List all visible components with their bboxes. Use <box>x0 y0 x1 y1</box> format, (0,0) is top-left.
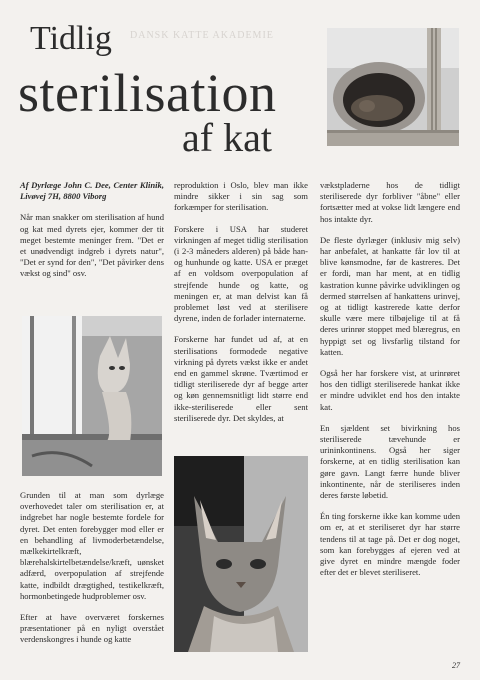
column-2 <box>174 180 308 434</box>
paragraph: De fleste dyrlæger (inklusiv mig selv) har anbefalet, at hankatte får lov til at blive kønsmodne, før de kastreres. Det er fordi, man har ment, at en tidlig kastration kunne påvirke udviklingen og dermed størrelsen af hankattens urinvej, og at tidligt kastrerede katte derfor skulle være mere tilbøjelige til at få deres urinrør stoppet med blæregrus, en hyppigt set og livsfarlig tilstand for katten. <box>320 234 460 357</box>
column-1-bottom <box>20 490 164 656</box>
show-through-text: DANSK KATTE AKADEMIE <box>130 30 274 41</box>
paragraph: Grunden til at man som dyrlæge overhovedet taler om sterilisation er, at indgrebet har nogle bestemte fordele for dyret. Det enten forebygger mod eller er en behandling af livmoderbetændelse, mælkekirtelkræft, blærehalskirtelbetændelse/kræft, uønsket adfærd, overpopulation af strejfende katte, indbildt drægtighed, testikelkræft, hormonbetingede hudproblemer osv. <box>20 490 164 601</box>
paragraph: En sjældent set bivirkning hos steriliserede tævehunde er urininkontinens. Også her siger forskerne, at en tidlig sterilisation kan gøre gavn. Langt færre hunde bliver inkontinente, når de steriliseres inden deres første løbetid. <box>320 422 460 501</box>
paragraph: Forskere i USA har studeret virkningen af meget tidlig sterilisation (i 2-3 måneders alderen) på både han- og hunhunde og katte. USA er præget af en voldsom overpopulation af strejfende hunde og katte, og meningen er, at man delvist kan få problemet løst ved at sterilisere dyrene, inden de forlader internaterne. <box>174 223 308 324</box>
byline: Af Dyrlæge John C. Dee, Center Klinik, Livøvej 7H, 8800 Viborg <box>20 180 164 202</box>
paragraph: Når man snakker om sterilisation af hund og kat med dyrets ejer, kommer der tit meget bestemte meninger frem. "Det er et unødvendigt indgreb i dyrets natur", "Det er synd for den", "Det påvirker dens vækst og sind" osv. <box>20 212 164 279</box>
column-1-top <box>20 180 164 290</box>
paragraph: Også her har forskere vist, at urinrøret hos den tidligt steriliserede hankat ikke er mindre udviklet end hos den intakte kat. <box>320 368 460 412</box>
paragraph: Forskerne har fundet ud af, at en sterilisations formodede negative virkning på dyrets vækst ikke er andet end en gammel skrøne. Tværtimod er tidligt steriliserede dyr af begge arter og køn gennemsnitligt lidt større end ikke-steriliserede eller sent steriliserede dyr. Det skyldes, at <box>174 334 308 423</box>
page-number: 27 <box>452 661 460 670</box>
paragraph: vækstpladerne hos de tidligt steriliserede dyr forbliver "åbne" eller fortsætter med at vokse lidt længere end hos intakte dyr. <box>320 180 460 224</box>
column-3 <box>320 180 460 589</box>
abyssinian-kitten-photo <box>174 456 308 652</box>
hairless-cat-photo <box>22 316 162 476</box>
title-line-1: Tidlig <box>30 20 112 57</box>
title-line-2: sterilisation <box>18 63 277 123</box>
cat-tower-photo <box>327 28 459 146</box>
title-line-3: af kat <box>182 115 272 160</box>
paragraph: Efter at have overværet forskernes præsentationer på en nyligt overstået verdenskongres i hunde og katte <box>20 612 164 645</box>
paragraph: Én ting forskerne ikke kan komme uden om er, at et steriliseret dyr har større tendens til at tage på. Det er dog noget, som kan forebygges af ejeren ved at give dyret en mindre mængde foder efter det er blevet steriliseret. <box>320 511 460 578</box>
paragraph: reproduktion i Oslo, blev man ikke mindre sikker i sin sag som forkæmper for sterilisation. <box>174 180 308 213</box>
